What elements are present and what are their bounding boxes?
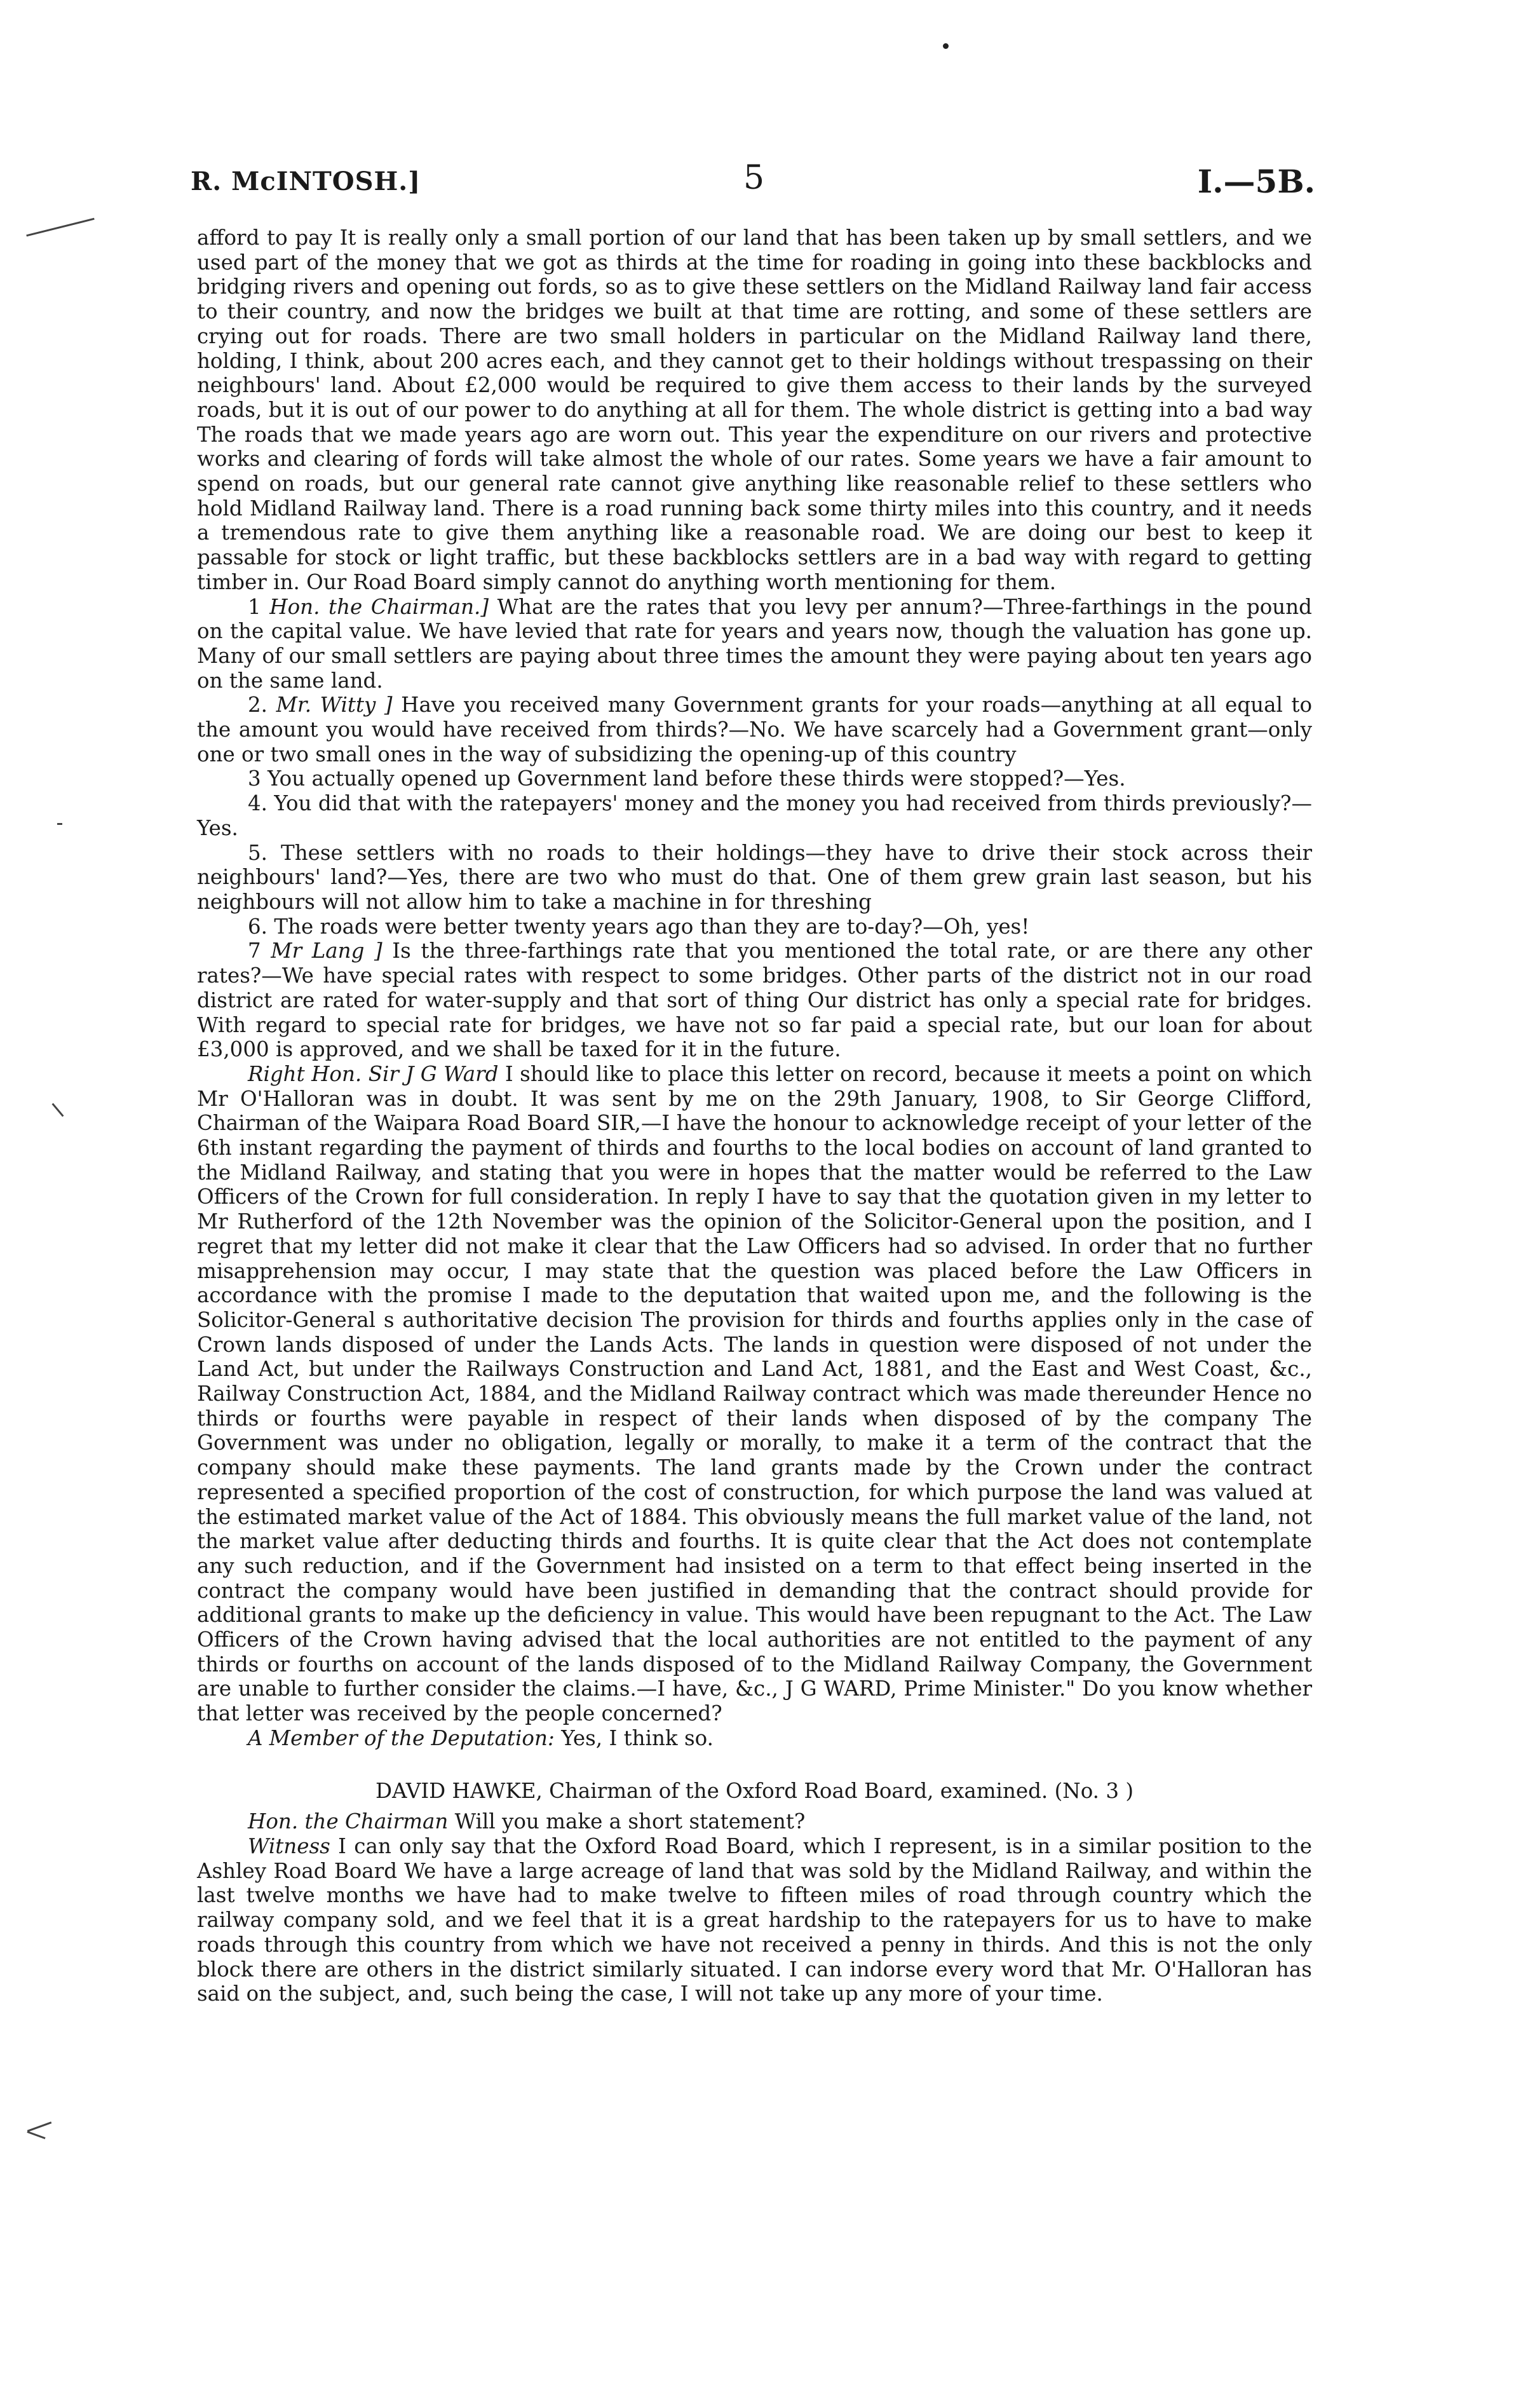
page-number: 5 <box>743 159 765 197</box>
speaker-label: Hon. the Chairman.] <box>269 594 489 619</box>
question-paragraph: 7 Mr Lang ] Is the three-farthings rate that you mentioned the total rate, or are there any other rates?—We have special rates with respect to some bridges. Other parts of the district not in our road district are rated for water-supply and that sort of thing Our district has only a special rate for bridges. With regard to special rate for bridges, we have not so far paid a special rate, but our loan for about £3,000 is approved, and we shall be taxed for it in the future. <box>197 939 1313 1062</box>
page-header <box>191 159 1315 210</box>
paper-reference: I.—5B. <box>1197 163 1315 200</box>
witness-name: DAVID HAWKE <box>375 1778 536 1803</box>
margin-mark <box>27 2121 52 2132</box>
question-paragraph: 2. Mr. Witty ] Have you received many Government grants for your roads—anything at all equal to the amount you would have received from thirds?—No. We have scarcely had a Government grant—only one or two small ones in the way of subsidizing the opening-up of this country <box>197 693 1313 766</box>
question-paragraph: 5. These settlers with no roads to their holdings—they have to drive their stock across their neighbours' land?—Yes, there are two who must do that. One of them grew grain last season, but his neighbours will not allow him to take a machine in for threshing <box>197 840 1312 914</box>
margin-mark <box>57 823 62 825</box>
question-paragraph: 4. You did that with the ratepayers' money and the money you had received from thirds previously?—Yes. <box>197 791 1312 840</box>
question-paragraph: 1 Hon. the Chairman.] What are the rates that you levy per annum?—Three-farthings in the pound on the capital value. We have levied that rate for years and years now, though the valuation has gone up. Many of our small settlers are paying about three times the amount they were paying about ten years ago on the same land. <box>197 594 1312 693</box>
answer-paragraph: Witness I can only say that the Oxford Road Board, which I represent, is in a similar position to the Ashley Road Board We have a large acreage of land that was sold by the Midland Railway, and within the last twelve months we have had to make twelve to fifteen miles of road through country which the railway company sold, and we feel that it is a great hardship to the ratepayers for us to have to make roads through this country from which we have not received a penny in thirds. And this is not the only block there are others in the district similarly situated. I can indorse every word that Mr. O'Halloran has said on the subject, and, such being the case, I will not take up any more of your time. <box>197 1834 1312 2006</box>
speaker-label: Mr. Witty ] <box>276 693 393 718</box>
speaker-label: Mr Lang ] <box>271 939 382 963</box>
paragraph: afford to pay It is really only a small portion of our land that has been taken up by small settlers, and we used part of the money that we got as thirds at the time for roading in going into these backblocks and bridging rivers and opening out fords, so as to give these settlers on the Midland Railway land fair access to their country, and now the bridges we built at that time are rotting, and some of these settlers are crying out for roads. There are two small holders in particular on the Midland Railway land there, holding, I think, about 200 acres each, and they cannot get to their holdings without trespassing on their neighbours' land. About £2,000 would be required to give them access to their lands by the surveyed roads, but it is out of our power to do anything at all for them. The whole district is getting into a bad way The roads that we made years ago are worn out. This year the expenditure on our rivers and protective works and clearing of fords will take almost the whole of our rates. Some years we have a fair amount to spend on roads, but our general rate cannot give anything like reasonable relief to these settlers who hold Midland Railway land. There is a road running back some thirty miles into this country, and it needs a tremendous rate to give them anything like a reasonable road. We are doing our best to keep it passable for stock or light traffic, but these backblocks settlers are in a bad way with regard to getting timber in. Our Road Board simply cannot do anything worth mentioning for them. <box>197 226 1312 594</box>
speaker-label: Witness <box>248 1834 330 1858</box>
question-paragraph: Hon. the Chairman Will you make a short statement? <box>248 1809 806 1834</box>
ink-dot <box>943 43 949 49</box>
statement-paragraph: Right Hon. Sir J G Ward I should like to place this letter on record, because it meets a point on which Mr O'Halloran was in doubt. It was sent by me on the 29th January, 1908, to Sir George Clifford, Chairman of the Waipara Road Board SIR,—I have the honour to acknowledge receipt of your letter of the 6th instant regarding the payment of thirds and fourths to the local bodies on account of land granted to the Midland Railway, and stating that you were in hopes that the matter would be referred to the Law Officers of the Crown for full consideration. In reply I have to say that the quotation given in my letter to Mr Rutherford of the 12th November was the opinion of the Solicitor-General upon the position, and I regret that my letter did not make it clear that the Law Officers had so advised. In order that no further misapprehension may occur, I may state that the question was placed before the Law Officers in accordance with the promise I made to the deputation that waited upon me, and the following is the Solicitor-General s authoritative decision The provision for thirds and fourths applies only in the case of Crown lands disposed of under the Lands Acts. The lands in question were disposed of not under the Land Act, but under the Railways Construction and Land Act, 1881, and the East and West Coast, &c., Railway Construction Act, 1884, and the Midland Railway contract which was made thereunder Hence no thirds or fourths were payable in respect of their lands when disposed of by the company The Government was under no obligation, legally or morally, to make it a term of the contract that the company should make these payments. The land grants made by the Crown under the contract represented a specified proportion of the cost of construction, for which purpose the land was valued at the estimated market value of the Act of 1884. This obviously means the full market value of the land, not the market value after deducting thirds and fourths. It is quite clear that the Act does not contemplate any such reduction, and if the Government had insisted on a term to that effect being inserted in the contract the company would have been justified in demanding that the contract should provide for additional grants to make up the deficiency in value. This would have been repugnant to the Act. The Law Officers of the Crown having advised that the local authorities are not entitled to the payment of any thirds or fourths on account of the lands disposed of to the Midland Railway Company, the Government are unable to further consider the claims.—I have, &c., J G WARD, Prime Minister." Do you know whether that letter was received by the people concerned? <box>197 1061 1312 1726</box>
body-text <box>197 226 1312 2006</box>
question-paragraph: 6. The roads were better twenty years ago than they are to-day?—Oh, yes! <box>248 914 1030 939</box>
witness-heading: DAVID HAWKE, Chairman of the Oxford Road Board, examined. (No. 3 ) <box>375 1778 1134 1803</box>
margin-mark <box>51 1103 64 1117</box>
statement-paragraph: A Member of the Deputation: Yes, I think so. <box>248 1725 714 1750</box>
question-paragraph: 3 You actually opened up Government land before these thirds were stopped?—Yes. <box>248 766 1126 791</box>
speaker-label: Hon. the Chairman <box>248 1809 449 1834</box>
margin-mark <box>27 2131 45 2139</box>
speaker-label: A Member of the Deputation: <box>248 1725 555 1750</box>
header-witness-name: R. McINTOSH.] <box>191 167 421 196</box>
margin-mark <box>26 218 94 237</box>
speaker-label: Right Hon. Sir J G Ward <box>248 1061 499 1086</box>
